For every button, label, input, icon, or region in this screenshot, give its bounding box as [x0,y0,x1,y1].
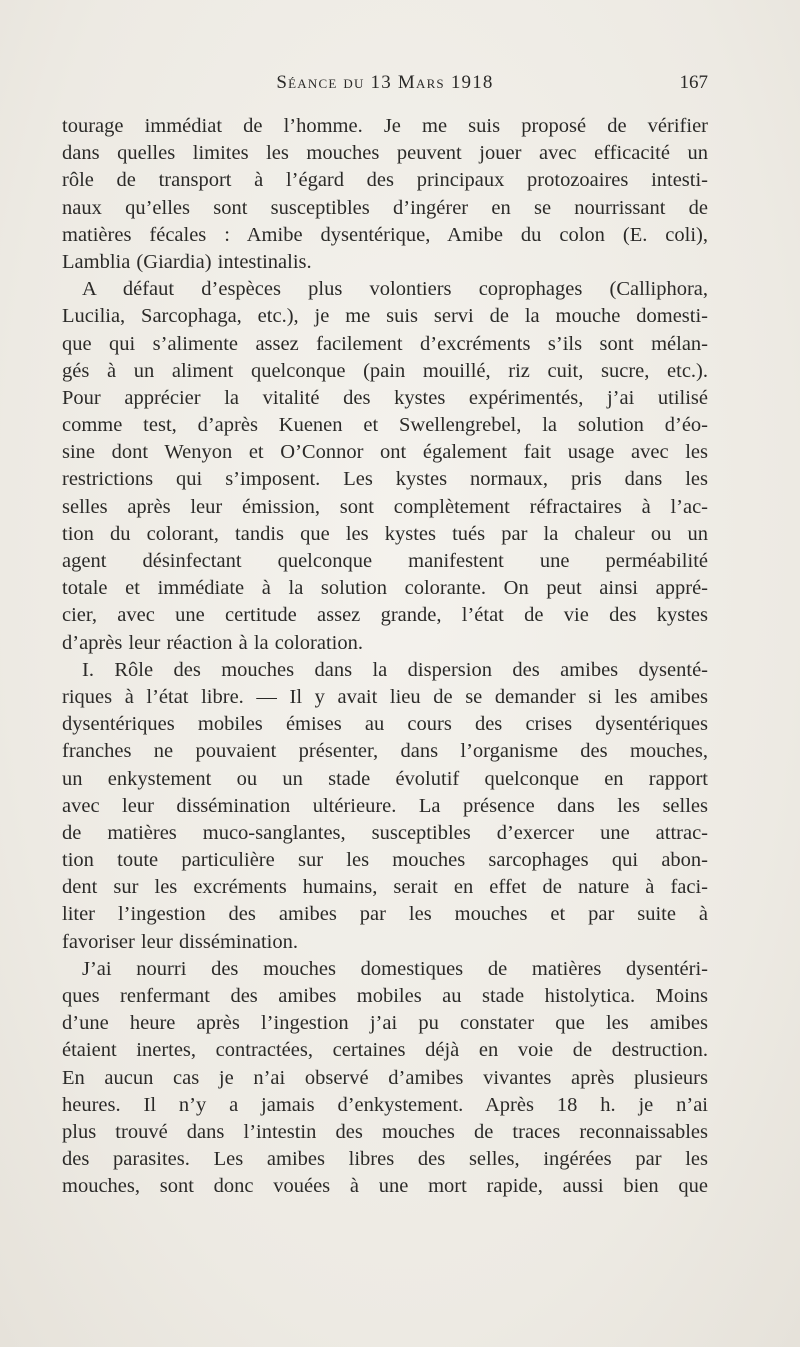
text-line: matières fécales : Amibe dysentérique, Amibe du colon (E. coli), [62,223,708,246]
text-line: tion toute particulière sur les mouches sarcophages qui abon- [62,849,708,872]
text-line: gés à un aliment quelconque (pain mouillé, riz cuit, sucre, etc.). [62,359,708,382]
text-line: favoriser leur dissémination. [62,930,298,953]
text-line: naux qu’elles sont susceptibles d’ingérer en se nourrissant de [62,196,708,219]
text-line: que qui s’alimente assez facilement d’excréments s’ils sont mélan- [62,332,708,355]
text-line: Lamblia (Giardia) intestinalis. [62,250,312,273]
text-line: Pour apprécier la vitalité des kystes expérimentés, j’ai utilisé [62,386,708,409]
text-line: totale et immédiate à la solution colorante. On peut ainsi appré- [62,577,708,600]
text-line: franches ne pouvaient présenter, dans l’organisme des mouches, [62,740,708,763]
text-line: de matières muco-sanglantes, susceptibles d’exercer une attrac- [62,821,708,844]
running-title: Séance du 13 Mars 1918 [276,72,494,93]
text-line: cier, avec une certitude assez grande, l’état de vie des kystes [62,604,708,627]
text-line: tourage immédiat de l’homme. Je me suis proposé de vérifier [62,115,708,137]
text-line: dans quelles limites les mouches peuvent jouer avec efficacité un [62,142,708,165]
text-line: rôle de transport à l’égard des principaux protozoaires intesti- [62,169,708,192]
text-line: sine dont Wenyon et O’Connor ont également fait usage avec les [62,441,708,464]
text-line: mouches, sont donc vouées à une mort rapide, aussi bien que [62,1175,708,1198]
text-line: des parasites. Les amibes libres des selles, ingérées par les [62,1148,708,1171]
text-line: liter l’ingestion des amibes par les mouches et par suite à [62,903,708,926]
page-number: 167 [679,72,708,93]
section-heading-line: I. Rôle des mouches dans la dispersion des amibes dysenté- [82,658,708,681]
text-line: comme test, d’après Kuenen et Swellengrebel, la solution d’éo- [62,414,708,437]
text-line: selles après leur émission, sont complètement réfractaires à l’ac- [62,495,708,518]
text-line: dysentériques mobiles émises au cours des crises dysentériques [62,713,708,736]
text-line: avec leur dissémination ultérieure. La présence dans les selles [62,794,708,817]
text-line: tion du colorant, tandis que les kystes tués par la chaleur ou un [62,522,708,545]
text-line: Lucilia, Sarcophaga, etc.), je me suis servi de la mouche domesti- [62,305,708,328]
text-line: agent désinfectant quelconque manifestent une perméabilité [62,550,708,572]
text-line: A défaut d’espèces plus volontiers coprophages (Calliphora, [82,278,708,301]
text-line: d’une heure après l’ingestion j’ai pu constater que les amibes [62,1012,708,1035]
section-heading-line: riques à l’état libre. — Il y avait lieu de se demander si les amibes [62,685,708,708]
text-line: En aucun cas je n’ai observé d’amibes vivantes après plusieurs [62,1066,708,1089]
body-text [62,113,708,1201]
running-head [62,72,708,102]
text-line: d’après leur réaction à la coloration. [62,631,363,654]
text-line: J’ai nourri des mouches domestiques de matières dysentéri- [82,957,708,980]
text-line: heures. Il n’y a jamais d’enkystement. Après 18 h. je n’ai [62,1093,708,1116]
text-line: plus trouvé dans l’intestin des mouches de traces reconnaissables [62,1120,708,1143]
text-line: un enkystement ou un stade évolutif quelconque en rapport [62,767,708,790]
text-line: dent sur les excréments humains, serait en effet de nature à faci- [62,876,708,899]
text-line: étaient inertes, contractées, certaines déjà en voie de destruction. [62,1039,708,1062]
text-line: restrictions qui s’imposent. Les kystes normaux, pris dans les [62,468,708,491]
text-line: ques renfermant des amibes mobiles au stade histolytica. Moins [62,985,708,1007]
